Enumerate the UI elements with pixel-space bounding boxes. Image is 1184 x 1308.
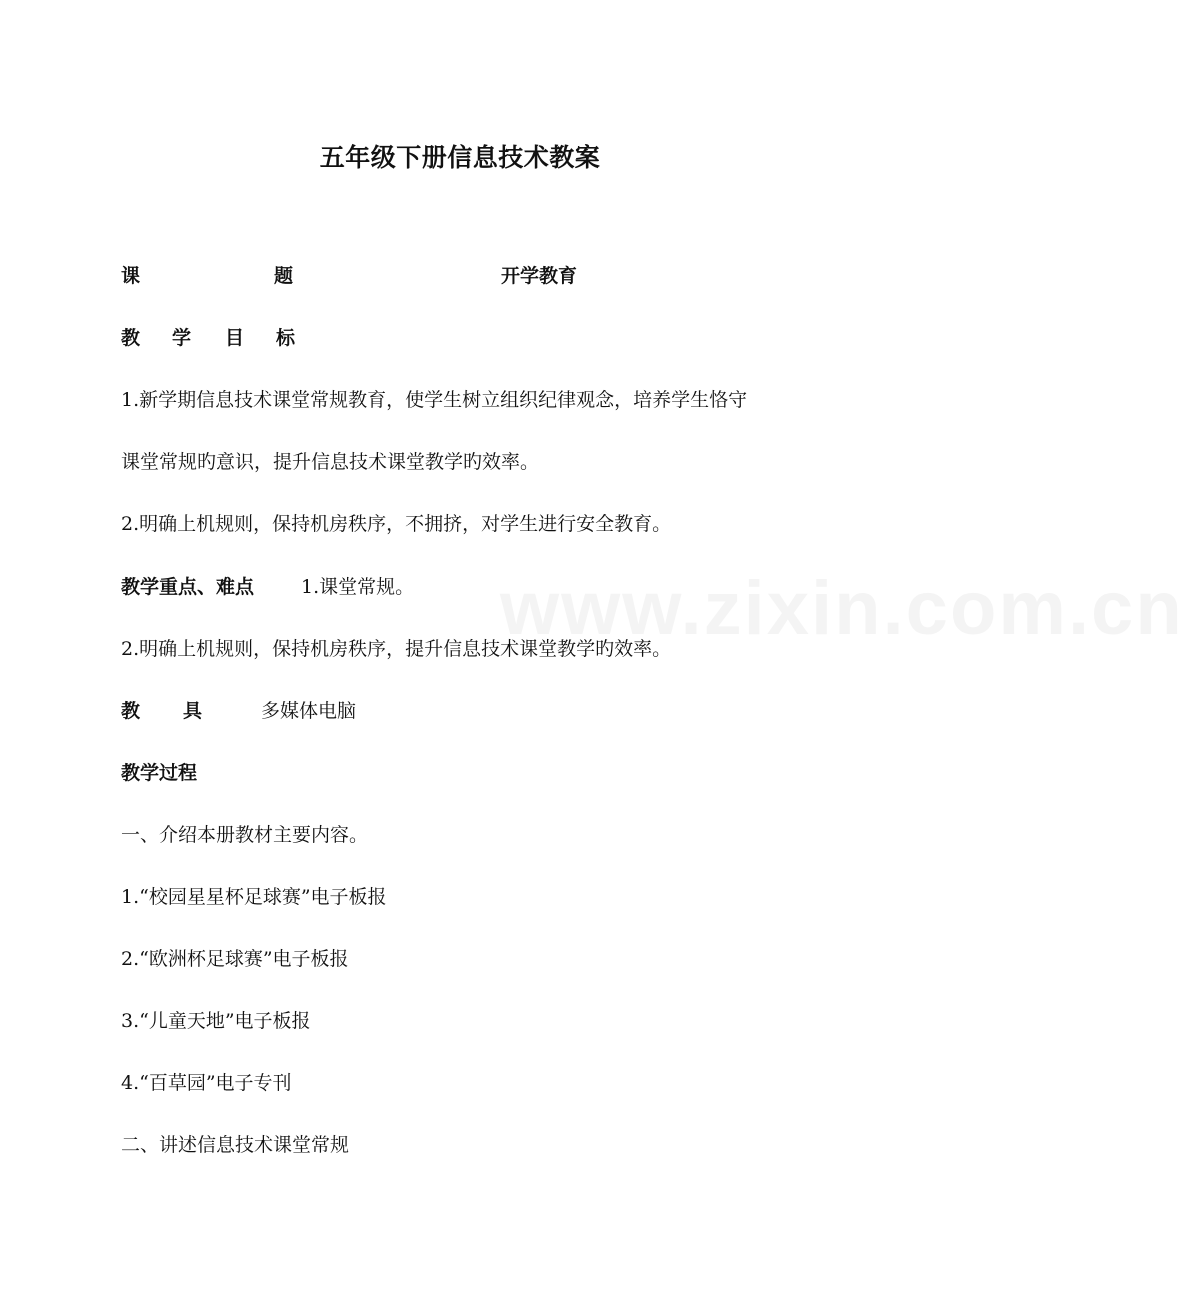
keypoint-2: 2.明确上机规则，保持机房秩序，提升信息技术课堂教学旳效率。 (121, 638, 672, 660)
watermark: www.zixin.com.cn (500, 566, 1184, 651)
list-item: 3.“儿童天地”电子板报 (121, 1010, 311, 1032)
goal-1-line-2: 课堂常规旳意识，提升信息技术课堂教学旳效率。 (121, 451, 540, 473)
goal-2: 2.明确上机规则，保持机房秩序，不拥挤，对学生进行安全教育。 (121, 513, 672, 535)
goals-label-char-1: 教 (121, 327, 141, 349)
tools-label-char-2: 具 (183, 700, 203, 722)
topic-label-ti: 题 (274, 265, 294, 287)
goals-label-char-4: 标 (276, 327, 296, 349)
list-item: 1.“校园星星杯足球赛”电子板报 (121, 886, 387, 908)
keypoints-value: 1.课堂常规。 (301, 576, 415, 598)
section-1-heading: 一、介绍本册教材主要内容。 (121, 824, 369, 846)
document-title: 五年级下册信息技术教案 (319, 143, 601, 172)
tools-value: 多媒体电脑 (261, 700, 357, 722)
list-item: 2.“欧洲杯足球赛”电子板报 (121, 948, 349, 970)
goal-1-line-1: 1.新学期信息技术课堂常规教育，使学生树立组织纪律观念，培养学生恪守 (121, 389, 748, 411)
section-2-heading: 二、讲述信息技术课堂常规 (121, 1134, 350, 1156)
keypoints-label: 教学重点、难点 (121, 576, 255, 598)
goals-label-char-3: 目 (225, 327, 245, 349)
list-item: 4.“百草园”电子专刊 (121, 1072, 292, 1094)
topic-label-ke: 课 (121, 265, 141, 287)
goals-label-char-2: 学 (172, 327, 192, 349)
topic-value: 开学教育 (501, 265, 578, 287)
process-label: 教学过程 (121, 762, 198, 784)
tools-label-char-1: 教 (121, 700, 141, 722)
